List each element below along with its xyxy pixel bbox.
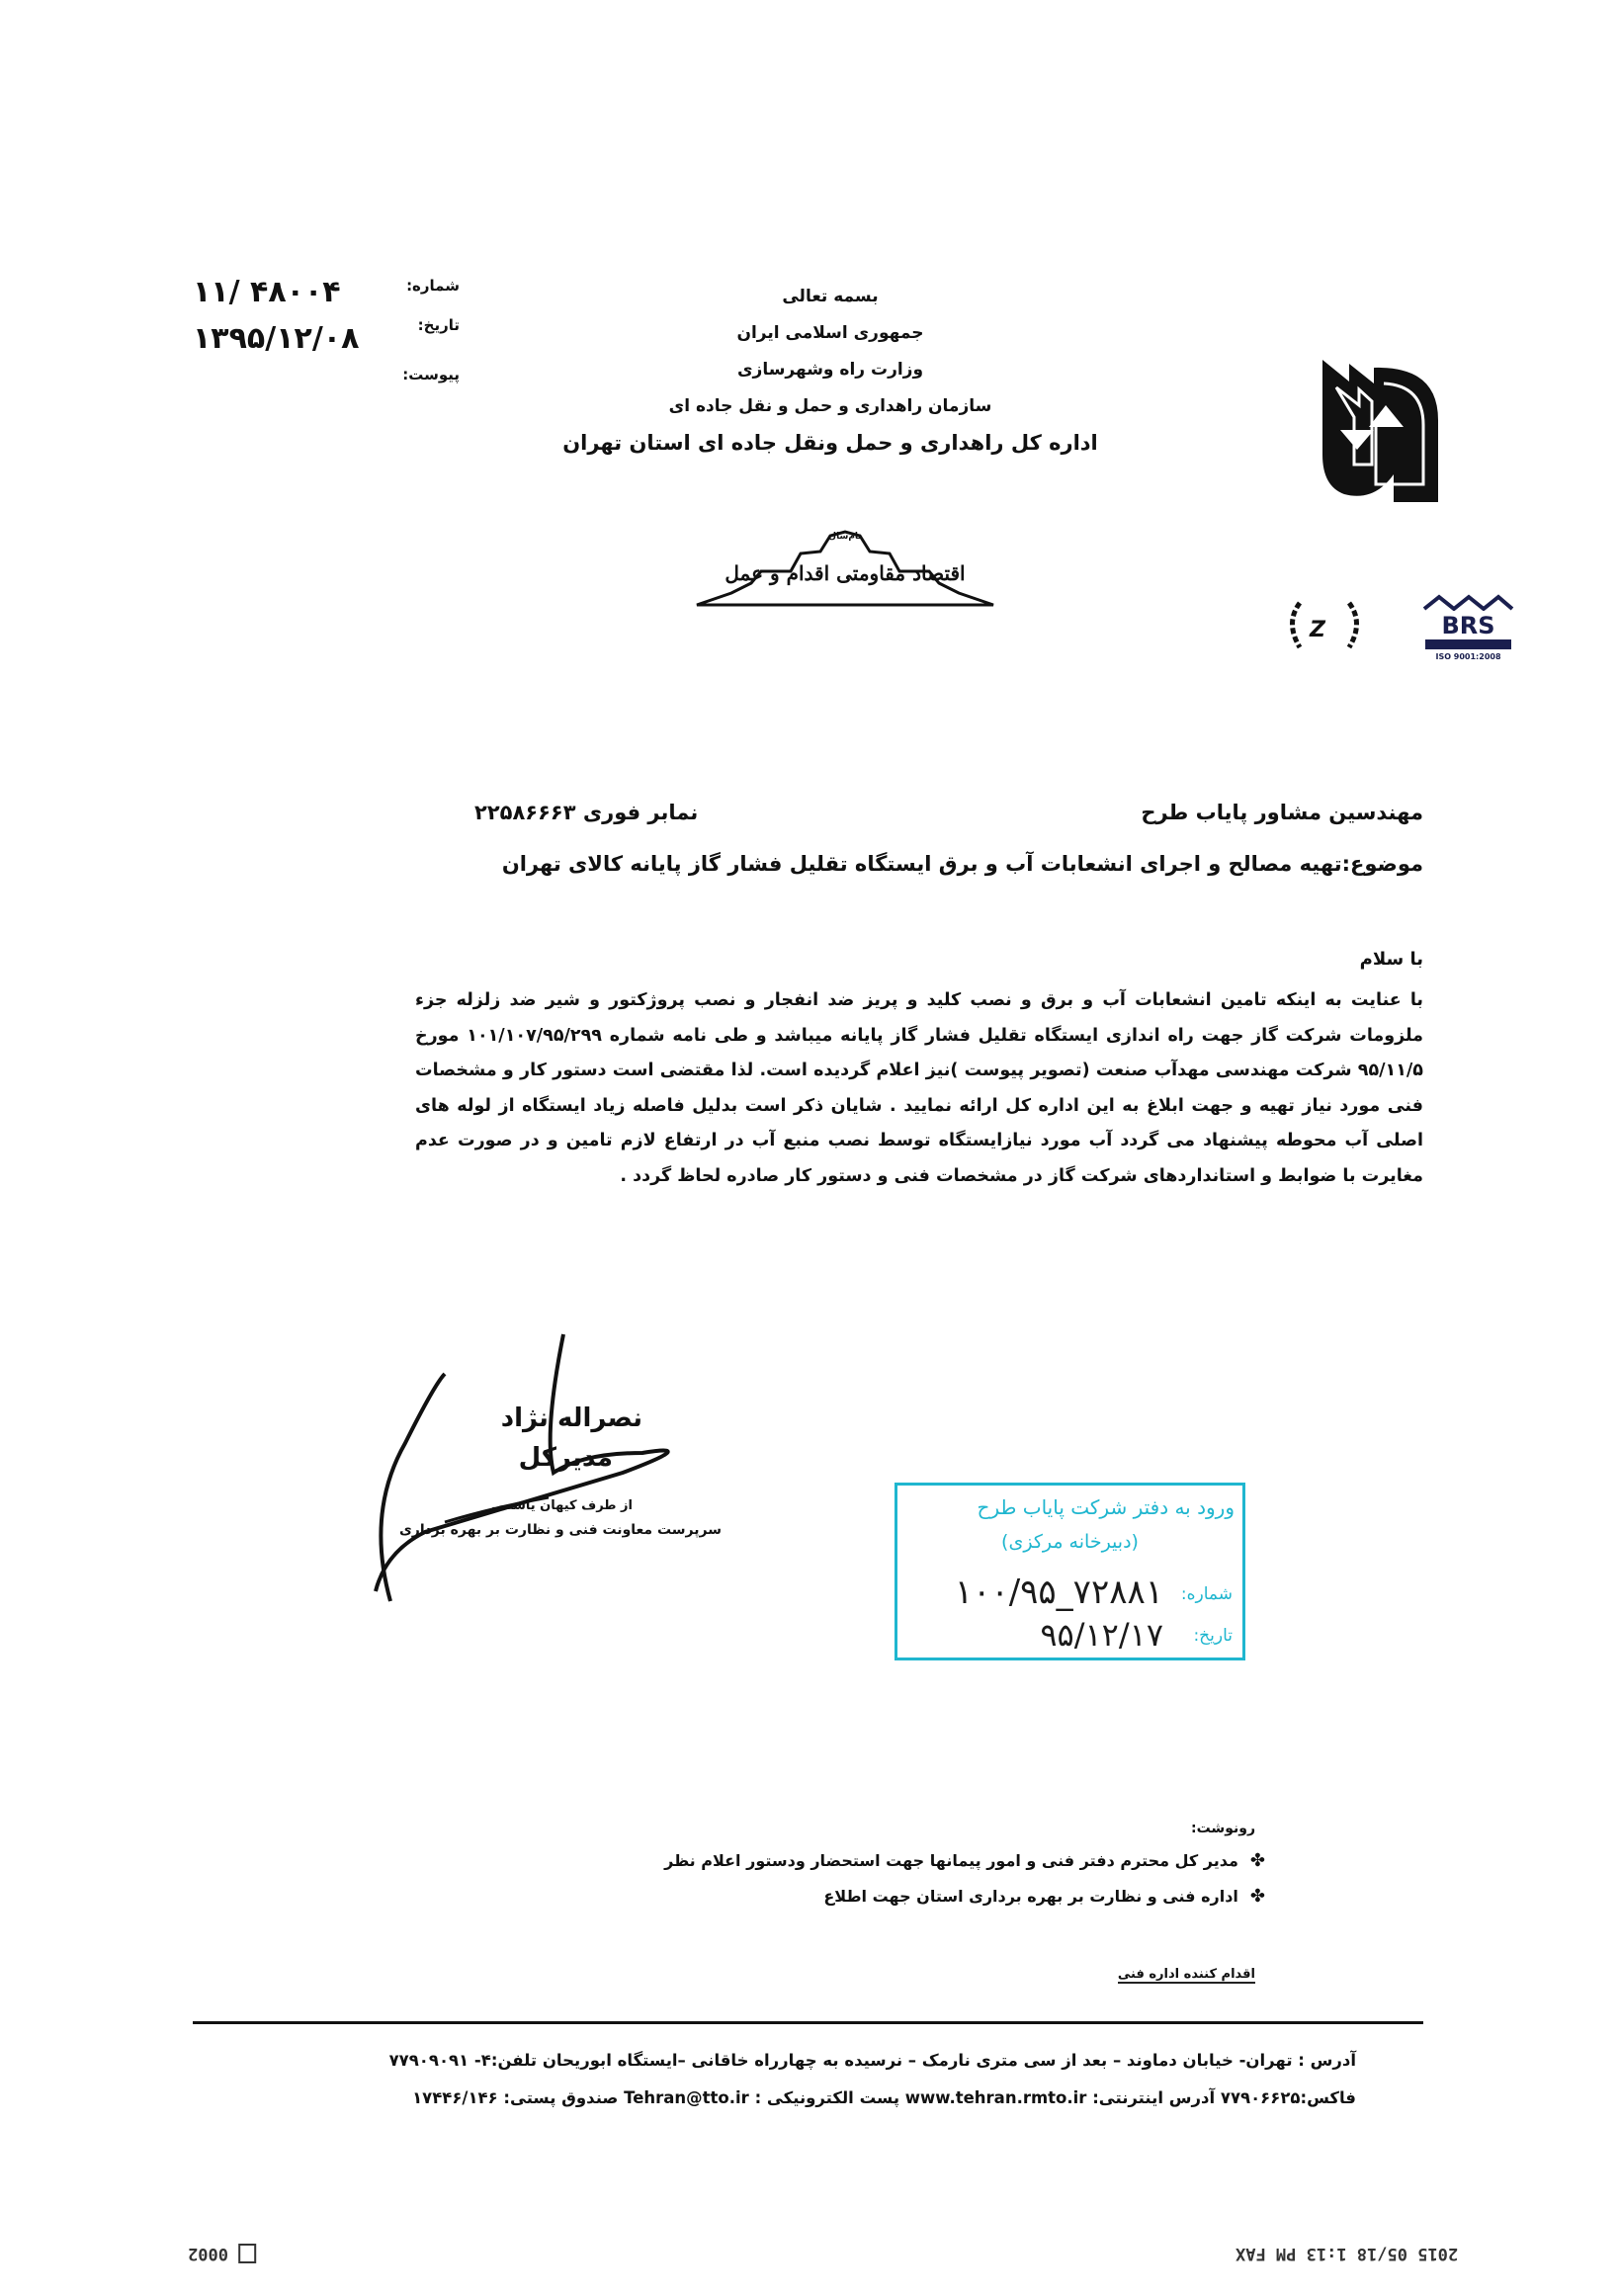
cc-bullet-icon: ✤ (1249, 1886, 1265, 1907)
footer-contact: فاکس:۷۷۹۰۶۶۲۵ آدرس اینترنتی: www.tehran.rmto.ir پست الکترونیکی : Tehran@tto.ir صندوق پستی: ۱۷۴۴۶/۱۴۶ (412, 2088, 1356, 2107)
attachment-label: پیوست: (402, 366, 460, 383)
signatory-role: سرپرست معاونت فنی و نظارت بر بهره برداری (398, 1522, 722, 1538)
brs-bar (1425, 639, 1511, 649)
stamp-number: ۱۰۰/۹۵_۷۲۸۸۱ (954, 1573, 1163, 1612)
iso-text: ISO 9001:2008 (1435, 652, 1501, 661)
letterhead (554, 279, 1107, 462)
ministry-logo (1315, 356, 1443, 504)
motto-text: اقتصاد مقاومتی اقدام و عمل (724, 561, 966, 585)
stamp-date: ۹۵/۱۲/۱۷ (1040, 1616, 1163, 1654)
fax-page-indicator (188, 2244, 262, 2263)
signature-block (346, 1403, 722, 1621)
cc-item (664, 1850, 1265, 1871)
recipient-row (474, 801, 1423, 840)
subject-line: موضوع:تهیه مصالح و اجرای انشعابات آب و برق ایستگاه تقلیل فشار گاز پایانه کالای تهران (501, 852, 1423, 876)
letter-date: ۱۳۹۵/۱۲/۰۸ (193, 321, 360, 356)
department-name: اداره کل راهداری و حمل ونقل جاده ای استان تهران (562, 431, 1098, 455)
urgent-fax-note: نمابر فوری ۲۲۵۸۶۶۶۳ (474, 801, 699, 824)
organization-name: سازمان راهداری و حمل و نقل جاده ای (668, 396, 992, 416)
country-name: جمهوری اسلامی ایران (736, 323, 924, 343)
number-label: شماره: (406, 277, 460, 295)
fax-page-number: 0002 (188, 2244, 228, 2263)
stamp-subtitle: (دبیرخانه مرکزی) (1001, 1531, 1139, 1553)
cc-bullet-icon: ✤ (1249, 1850, 1265, 1871)
stamp-date-label: تاریخ: (1193, 1626, 1233, 1646)
invocation: بسمه تعالی (782, 287, 879, 306)
signatory-title: مدیرکل (518, 1443, 613, 1473)
roof-icon (1421, 593, 1515, 611)
recipient-name: مهندسین مشاور پایاب طرح (1141, 801, 1423, 824)
greeting: با سلام (1359, 949, 1423, 970)
road-transport-logo-icon (1315, 356, 1443, 504)
brs-text: BRS (1441, 612, 1495, 639)
received-stamp (895, 1483, 1245, 1660)
fax-timestamp: 2015 05/18 1:13 PM FAX (1236, 2244, 1459, 2263)
cc-item-text: اداره فنی و نظارت بر بهره برداری استان جهت اطلاع (823, 1887, 1238, 1906)
cc-item-text: مدیر کل محترم دفتر فنی و امور پیمانها جهت استحضار ودستور اعلام نظر (664, 1851, 1238, 1870)
cc-item (823, 1886, 1265, 1907)
letter-body: با عنایت به اینکه تامین انشعابات آب و برق و نصب کلید و پریز ضد انفجار و نصب پروژکتور و شیر ضد زلزله جزء ملزومات شرکت گاز جهت راه اندازی ایستگاه تقلیل فشار گاز پایانه میباشد و طی نامه شماره ۱۰۱/۱۰۷/۹۵/۲۹۹ مورخ ۹۵/۱۱/۵ شرکت مهندسی مهدآب صنعت (تصویر پیوست )نیز اعلام گردیده است. لذا مقتضی است دستور کار و مشخصات فنی مورد نیاز تهیه و جهت ابلاغ به این اداره کل ارائه نمایید . شایان ذکر است بدلیل فاصله زیاد ایستگاه از لوله های اصلی آب محوطه پیشنهاد می گردد آب مورد نیازایستگاه توسط نصب منبع آب در ارتفاع لازم تامین و در صورت عدم مغایرت با ضوابط و استانداردهای شرکت گاز در مشخصات فنی و دستور کار صادره لحاظ گردد . (415, 990, 1423, 1186)
date-label: تاریخ: (417, 316, 460, 334)
cc-label: رونوشت: (1191, 1821, 1255, 1836)
action-department: اقدام کننده اداره فنی (1117, 1967, 1255, 1982)
footer-divider (193, 2021, 1423, 2024)
certification-brs-logo (1421, 593, 1515, 667)
signatory-name: نصراله نژاد (500, 1403, 642, 1433)
fax-page-icon (238, 2244, 256, 2263)
signatory-on-behalf: از طرف کیهان یاسمی (491, 1498, 633, 1513)
footer-address: آدرس : تهران- خیابان دماوند – بعد از سی متری نارمک – نرسیده به چهارراه خاقانی –ایستگاه ابوریحان تلفن:۴- ۷۷۹۰۹۰۹۱ (388, 2051, 1356, 2070)
motto-top: نام‌سال (828, 532, 862, 542)
cert-z-text: Z (1310, 618, 1325, 642)
letter-number: ۱۱/ ۴۸۰۰۴ (193, 275, 341, 309)
ministry-name: وزارت راه وشهرسازی (736, 360, 924, 380)
motto-emblem (692, 514, 998, 623)
stamp-number-label: شماره: (1180, 1584, 1233, 1604)
stamp-title: ورود به دفتر شرکت پایاب طرح (977, 1495, 1235, 1519)
certification-z-logo (1280, 593, 1369, 652)
